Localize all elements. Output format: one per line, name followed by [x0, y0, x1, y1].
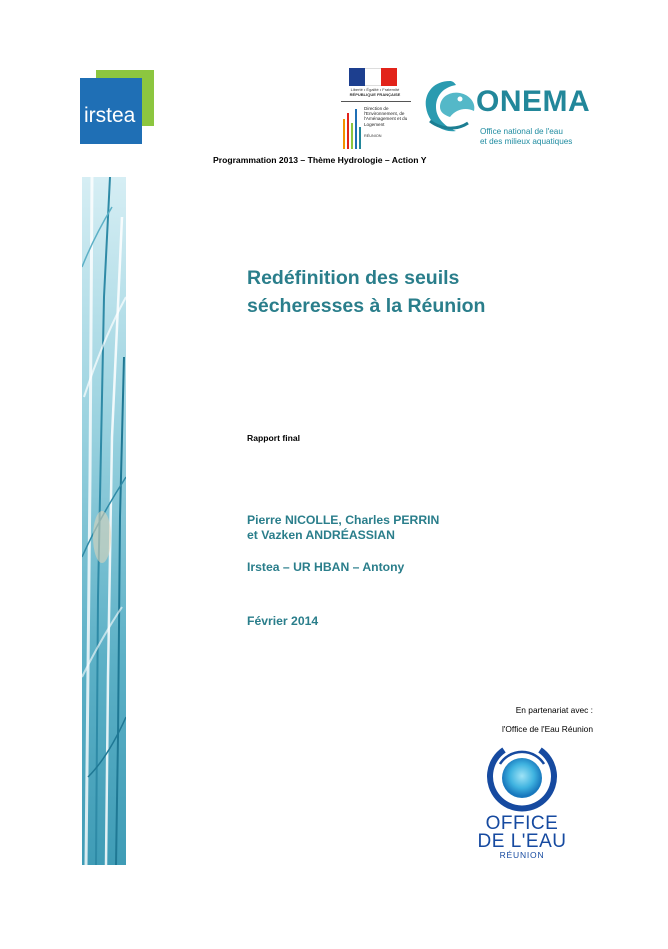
document-title-line2: sécheresses à la Réunion: [247, 295, 486, 317]
deal-region: RÉUNION: [364, 134, 382, 138]
office-eau-line1: OFFICE: [485, 813, 559, 834]
document-title: [247, 264, 577, 320]
partnership-intro: En partenariat avec :: [515, 705, 593, 715]
onema-subtitle-line1: Office national de l'eau: [480, 127, 563, 136]
divider: [341, 101, 411, 102]
onema-fish-icon: [422, 77, 478, 139]
onema-subtitle: [480, 127, 572, 146]
document-title-line1: Redéfinition des seuils: [247, 267, 460, 289]
office-eau-line3: RÉUNION: [499, 850, 545, 860]
partner-name: l'Office de l'Eau Réunion: [501, 724, 593, 734]
grass-photo-strip: [82, 177, 126, 865]
office-eau-line2: DE L'EAU: [477, 831, 567, 852]
republique-deal-logo: [340, 68, 412, 150]
authors-line1: Pierre NICOLLE, Charles PERRIN: [247, 513, 440, 527]
onema-name: ONEMA: [476, 85, 591, 118]
institution: Irstea – UR HBAN – Antony: [247, 560, 405, 574]
program-header: Programmation 2013 – Thème Hydrologie – Action Y: [213, 155, 427, 165]
deal-stripes-icon: [342, 105, 362, 149]
publication-date: Février 2014: [247, 614, 319, 628]
water-drop-circle-icon: [484, 742, 560, 814]
irstea-logo: [80, 70, 154, 144]
authors-line2: et Vazken ANDRÉASSIAN: [247, 528, 395, 542]
deal-name: Direction de l'Environnement, de l'Aménagement et du Logement: [364, 106, 408, 127]
onema-subtitle-line2: et des milieux aquatiques: [480, 136, 573, 146]
republic-motto: Liberté • Égalité • Fraternité: [350, 87, 400, 92]
republic-name: RÉPUBLIQUE FRANÇAISE: [349, 92, 401, 97]
marianne-flag-icon: [349, 68, 397, 86]
document-type: Rapport final: [247, 433, 300, 443]
authors: [247, 513, 577, 543]
onema-logo: [422, 75, 592, 147]
office-de-leau-logo: [462, 742, 582, 866]
irstea-logo-text: irstea: [84, 104, 136, 127]
